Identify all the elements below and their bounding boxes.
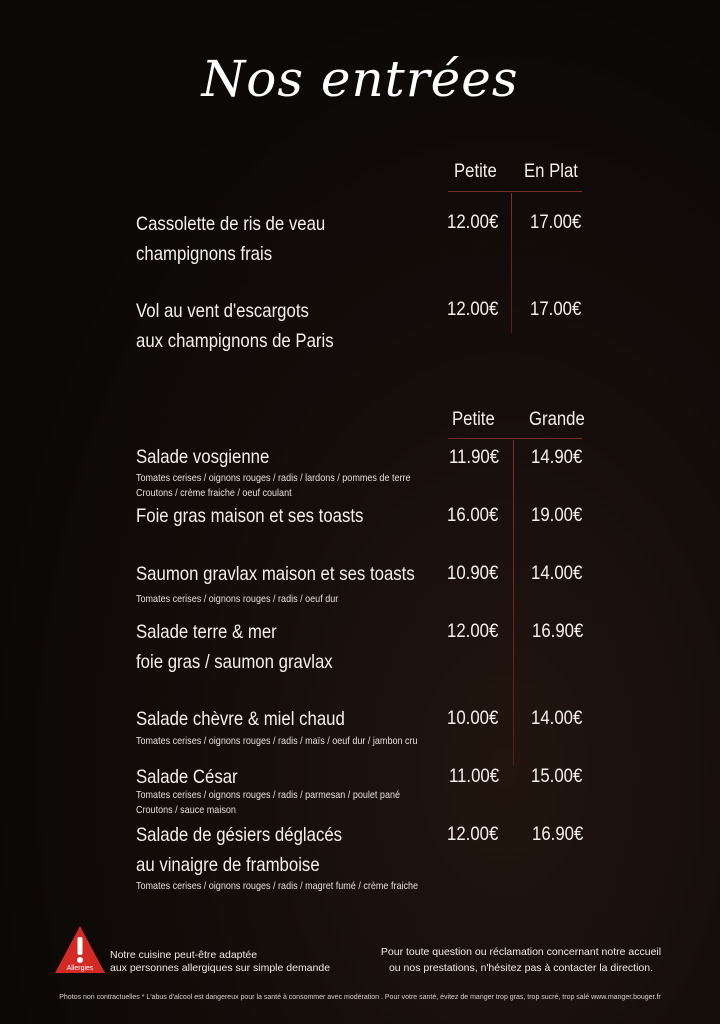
allergy-notice: Notre cuisine peut-être adaptée aux personnes allergiques sur simple demande xyxy=(110,949,331,974)
menu-item-name: Salade César xyxy=(136,766,238,788)
menu-item-description: Tomates cerises / oignons rouges / radis / parmesan / poulet pané Croutons / sauce maison xyxy=(136,789,401,816)
warning-triangle-icon xyxy=(54,925,106,975)
legal-footnote: Photos non contractuelles * L'abus d'alcool est dangereux pour la santé à consommer avec modération . Pour votre santé, évitez de manger trop gras, trop sucré, trop salé www.manger.bouger.fr xyxy=(59,994,661,1001)
menu-item-name: Salade de gésiers déglacés au vinaigre de framboise xyxy=(136,824,343,876)
price-small: 12.00€ xyxy=(447,211,499,233)
header-divider xyxy=(448,191,582,192)
price-small: 12.00€ xyxy=(447,823,499,845)
menu-item-name: Salade vosgienne xyxy=(136,446,270,468)
price-large: 17.00€ xyxy=(530,298,582,320)
price-large: 15.00€ xyxy=(531,765,583,787)
page-title: Nos entrées xyxy=(201,50,519,108)
price-large: 14.00€ xyxy=(531,562,583,584)
price-small: 10.90€ xyxy=(447,562,499,584)
menu-item-description: Tomates cerises / oignons rouges / radis / lardons / pommes de terre Croutons / crème fraiche / oeuf coulant xyxy=(136,472,411,499)
column-divider xyxy=(511,193,512,333)
column-divider xyxy=(513,440,514,765)
column-header-petite: Petite xyxy=(454,161,497,182)
price-small: 12.00€ xyxy=(447,298,499,320)
price-large: 16.90€ xyxy=(532,823,584,845)
price-small: 11.00€ xyxy=(449,765,500,787)
header-divider xyxy=(448,438,582,439)
price-large: 16.90€ xyxy=(532,620,584,642)
menu-item-name: Cassolette de ris de veau champignons frais xyxy=(136,213,326,265)
price-small: 10.00€ xyxy=(447,707,499,729)
menu-item-name: Salade chèvre & miel chaud xyxy=(136,708,345,730)
price-small: 11.90€ xyxy=(449,446,500,468)
price-large: 17.00€ xyxy=(530,211,582,233)
price-large: 14.90€ xyxy=(531,446,583,468)
column-header-grande: Grande xyxy=(529,409,585,430)
price-large: 19.00€ xyxy=(531,504,583,526)
column-header-en-plat: En Plat xyxy=(524,161,578,182)
menu-item-description: Tomates cerises / oignons rouges / radis / oeuf dur xyxy=(136,593,339,605)
menu-item-description: Tomates cerises / oignons rouges / radis / magret fumé / crème fraiche xyxy=(136,880,419,892)
menu-item-name: Foie gras maison et ses toasts xyxy=(136,505,364,527)
column-header-petite: Petite xyxy=(452,409,495,430)
contact-notice: Pour toute question ou réclamation concernant notre accueil ou nos prestations, n'hésitez pas à contacter la direction. xyxy=(380,946,662,974)
price-small: 12.00€ xyxy=(447,620,499,642)
allergy-label: Allergies xyxy=(66,965,94,972)
price-large: 14.00€ xyxy=(531,707,583,729)
menu-item-name: Saumon gravlax maison et ses toasts xyxy=(136,563,415,585)
price-small: 16.00€ xyxy=(447,504,499,526)
menu-item-description: Tomates cerises / oignons rouges / radis / maïs / oeuf dur / jambon cru xyxy=(136,735,418,747)
menu-item-name: Vol au vent d'escargots aux champignons de Paris xyxy=(136,300,334,352)
menu-item-name: Salade terre & mer foie gras / saumon gravlax xyxy=(136,621,333,673)
